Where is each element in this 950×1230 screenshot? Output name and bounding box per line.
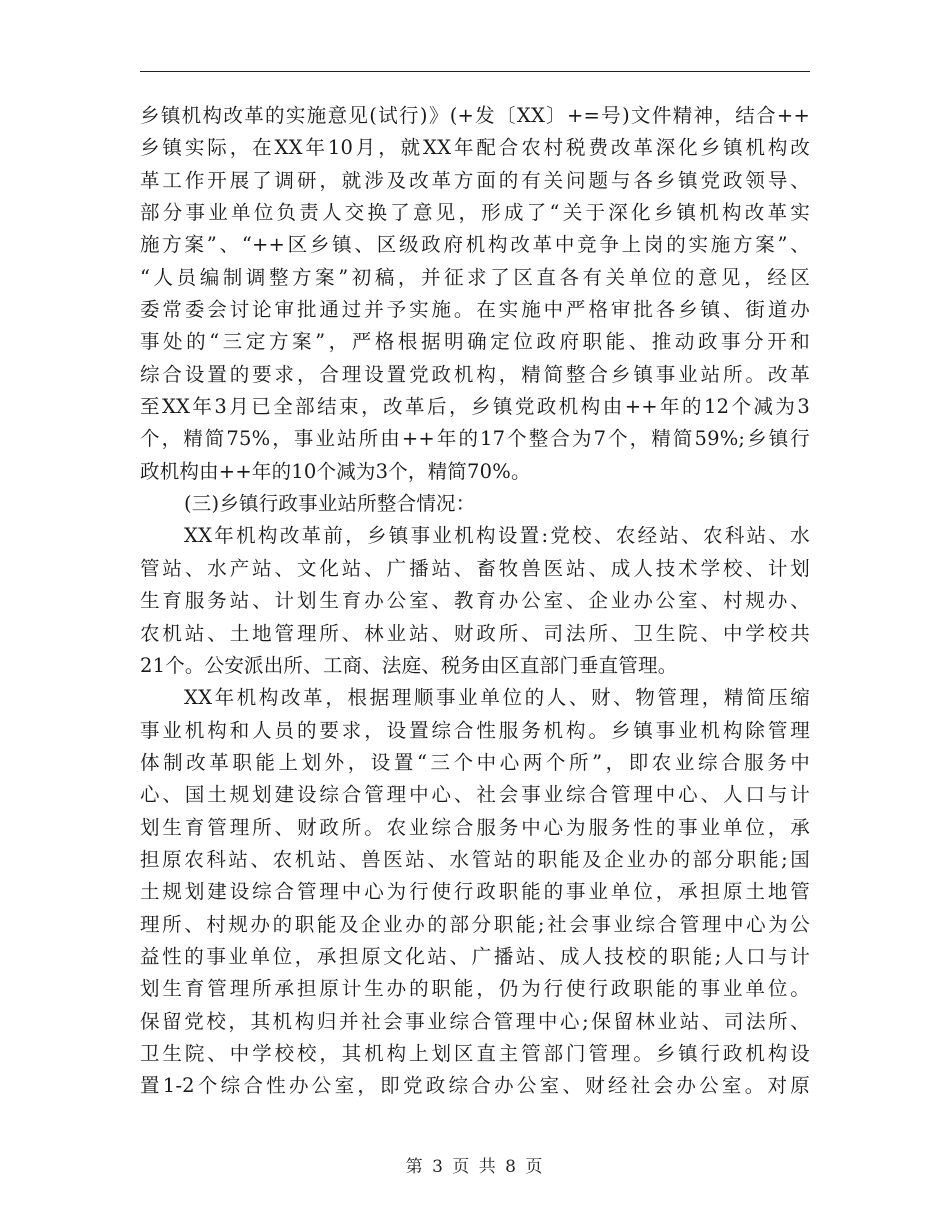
header-rule — [140, 71, 810, 72]
text-line: 乡镇实际，在XX年10月，就XX年配合农村税费改革深化乡镇机构改 — [140, 136, 810, 160]
text-line: (三)乡镇行政事业站所整合情况： — [184, 492, 476, 516]
text-line: 综合设置的要求，合理设置党政机构，精简整合乡镇事业站所。改革 — [140, 362, 810, 386]
text-line: 管站、水产站、文化站、广播站、畜牧兽医站、成人技术学校、计划 — [140, 556, 810, 580]
text-line: 施方案”、“++区乡镇、区级政府机构改革中竞争上岗的实施方案”、 — [140, 233, 810, 257]
text-line: 体制改革职能上划外，设置“三个中心两个所”，即农业综合服务中 — [140, 750, 810, 774]
text-line: XX年机构改革前，乡镇事业机构设置:党校、农经站、农科站、水 — [184, 524, 810, 548]
text-line: 事处的“三定方案”，严格根据明确定位政府职能、推动政事分开和 — [140, 330, 810, 354]
text-line: 革工作开展了调研，就涉及改革方面的有关问题与各乡镇党政领导、 — [140, 168, 810, 192]
text-line: 益性的事业单位，承担原文化站、广播站、成人技校的职能;人口与计 — [140, 944, 810, 968]
page-number-footer: 第 3 页 共 8 页 — [405, 1157, 545, 1177]
text-line: 心、国土规划建设综合管理中心、社会事业综合管理中心、人口与计 — [140, 783, 810, 807]
text-line: 理所、村规办的职能及企业办的部分职能;社会事业综合管理中心为公 — [140, 912, 810, 936]
text-line: 卫生院、中学校校，其机构上划区直主管部门管理。乡镇行政机构设 — [140, 1041, 810, 1065]
text-line: 保留党校，其机构归并社会事业综合管理中心;保留林业站、司法所、 — [140, 1009, 810, 1033]
text-line: 担原农科站、农机站、兽医站、水管站的职能及企业办的部分职能;国 — [140, 847, 810, 871]
text-line: 生育服务站、计划生育办公室、教育办公室、企业办公室、村规办、 — [140, 589, 810, 613]
body-text — [140, 100, 810, 1103]
text-line: 事业机构和人员的要求，设置综合性服务机构。乡镇事业机构除管理 — [140, 718, 810, 742]
text-line: 土规划建设综合管理中心为行使行政职能的事业单位，承担原土地管 — [140, 880, 810, 904]
text-line: 政机构由++年的10个减为3个，精简70%。 — [140, 459, 531, 483]
text-line: 至XX年3月已全部结束，改革后，乡镇党政机构由++年的12个减为3 — [140, 395, 810, 419]
text-line: 部分事业单位负责人交换了意见，形成了“关于深化乡镇机构改革实 — [140, 201, 810, 225]
text-line: 个，精简75%，事业站所由++年的17个整合为7个，精简59%;乡镇行 — [140, 427, 810, 451]
text-line: 乡镇机构改革的实施意见(试行)》(+发〔XX〕+=号)文件精神，结合++ — [140, 104, 810, 127]
text-line: 划生育管理所、财政所。农业综合服务中心为服务性的事业单位，承 — [140, 815, 810, 839]
text-line: XX年机构改革，根据理顺事业单位的人、财、物管理，精简压缩 — [184, 686, 810, 710]
text-line: 划生育管理所承担原计生办的职能，仍为行使行政职能的事业单位。 — [140, 977, 810, 1001]
text-line: 委常委会讨论审批通过并予实施。在实施中严格审批各乡镇、街道办 — [140, 298, 810, 322]
text-line: 置1-2个综合性办公室，即党政综合办公室、财经社会办公室。对原 — [140, 1074, 810, 1098]
text-line: “人员编制调整方案”初稿，并征求了区直各有关单位的意见，经区 — [140, 265, 810, 289]
text-line: 农机站、土地管理所、林业站、财政所、司法所、卫生院、中学校共 — [140, 621, 810, 645]
text-line: 21个。公安派出所、工商、法庭、税务由区直部门垂直管理。 — [140, 653, 678, 677]
